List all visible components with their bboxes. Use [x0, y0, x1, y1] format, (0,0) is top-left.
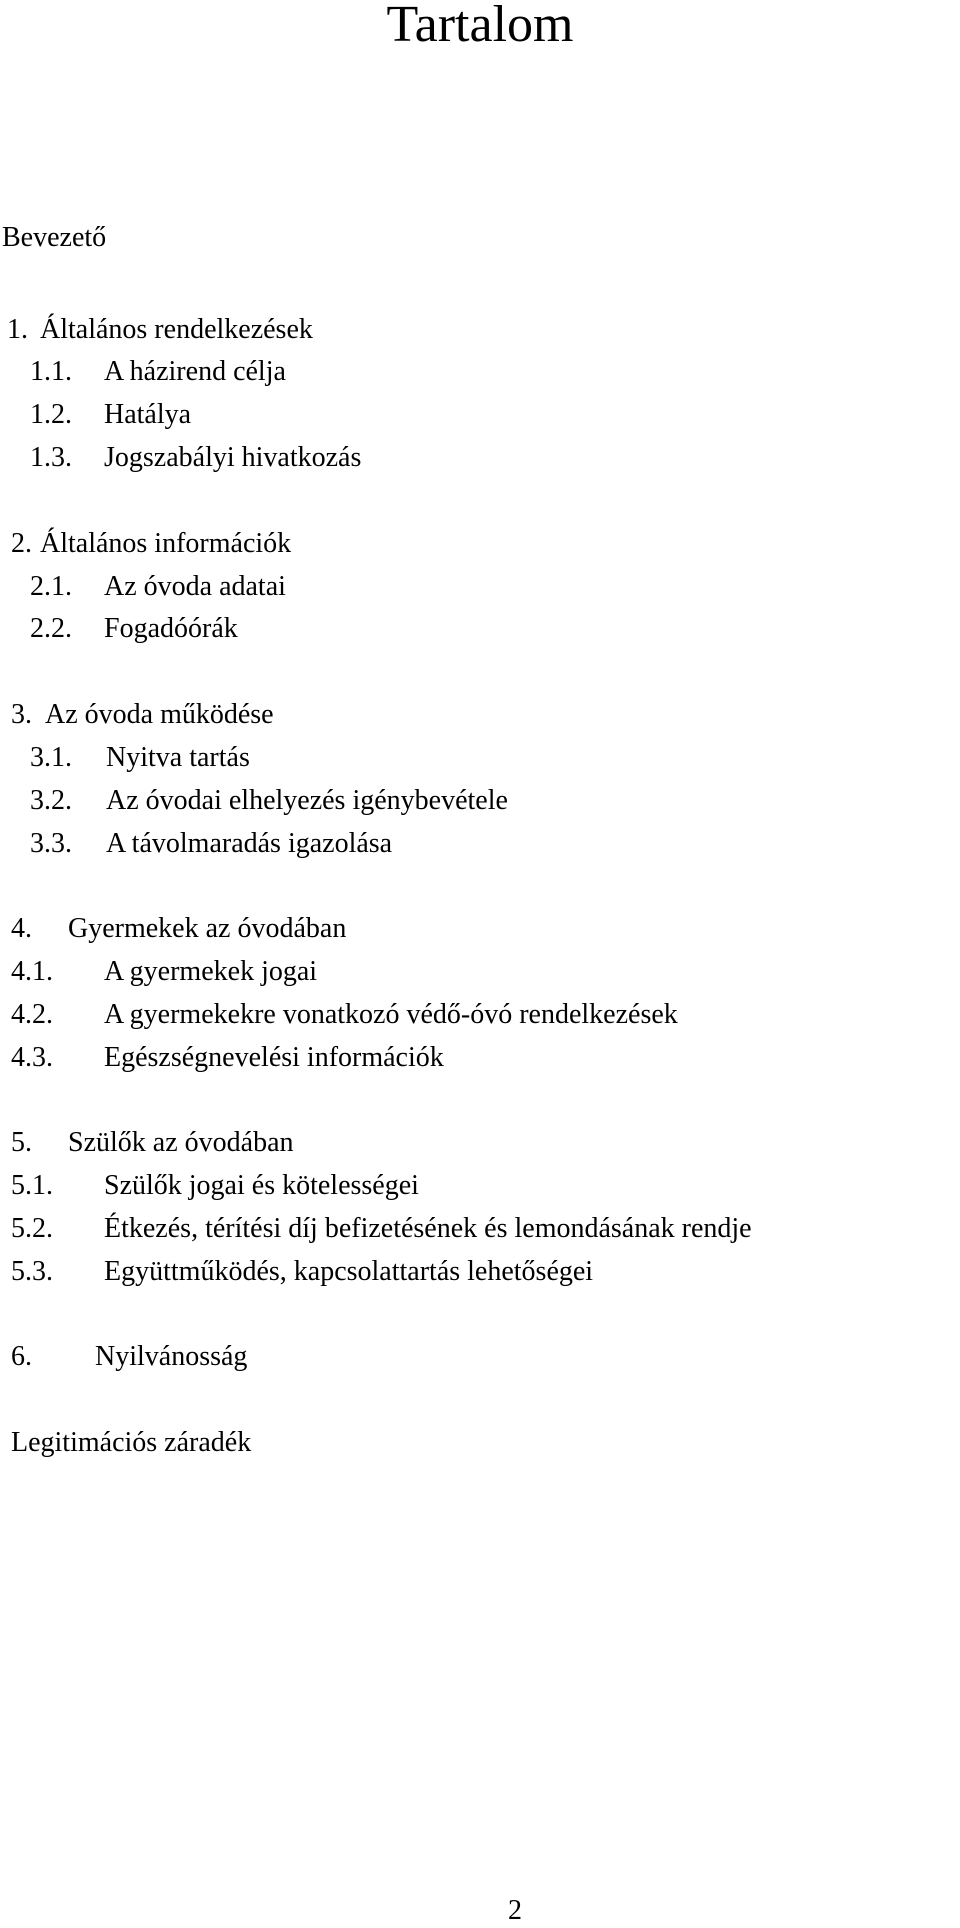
toc-section-number: 5.: [11, 1127, 32, 1158]
toc-subsection-label: A gyermekek jogai: [104, 956, 318, 987]
toc-subsection-number: 5.3.: [11, 1256, 53, 1287]
toc-subsection-number: 3.2.: [30, 785, 72, 816]
toc-subsection-number: 5.1.: [11, 1170, 53, 1201]
toc-entry-closing: [11, 1426, 251, 1460]
toc-subsection-4-3: [11, 1041, 444, 1075]
toc-section-label: Szülők az óvodában: [68, 1127, 294, 1158]
toc-subsection-2-2: [30, 612, 238, 646]
toc-entry-label: Bevezető: [2, 222, 107, 253]
toc-entry-label: Legitimációs záradék: [11, 1427, 252, 1458]
toc-subsection-label: A házirend célja: [104, 356, 286, 387]
toc-subsection-number: 4.1.: [11, 956, 53, 987]
toc-section-1: [7, 313, 313, 347]
toc-section-number: 4.: [11, 913, 32, 944]
toc-subsection-label: Az óvoda adatai: [104, 571, 286, 602]
toc-section-6: [11, 1340, 247, 1374]
toc-subsection-label: Étkezés, térítési díj befizetésének és lemondásának rendje: [104, 1213, 752, 1244]
toc-subsection-number: 5.2.: [11, 1213, 53, 1244]
toc-subsection-label: Szülők jogai és kötelességei: [104, 1170, 419, 1201]
toc-section-number: 2.: [11, 528, 32, 559]
toc-section-number: 3.: [11, 699, 32, 730]
toc-subsection-label: Az óvodai elhelyezés igénybevétele: [106, 785, 508, 816]
toc-subsection-number: 4.2.: [11, 999, 53, 1030]
toc-section-label: Gyermekek az óvodában: [68, 913, 347, 944]
toc-subsection-number: 3.3.: [30, 828, 72, 859]
toc-subsection-label: Jogszabályi hivatkozás: [104, 442, 362, 473]
toc-subsection-1-1: [30, 355, 286, 389]
toc-subsection-number: 2.1.: [30, 571, 72, 602]
toc-subsection-1-3: [30, 441, 361, 475]
toc-subsection-label: Hatálya: [104, 399, 192, 430]
toc-section-4: [11, 912, 346, 946]
toc-subsection-label: A távolmaradás igazolása: [106, 828, 393, 859]
toc-subsection-3-1: [30, 741, 250, 775]
toc-subsection-number: 1.3.: [30, 442, 72, 473]
toc-subsection-label: Egészségnevelési információk: [104, 1042, 444, 1073]
toc-subsection-2-1: [30, 570, 286, 604]
toc-section-3: [11, 698, 274, 732]
toc-section-5: [11, 1126, 294, 1160]
toc-subsection-number: 3.1.: [30, 742, 72, 773]
toc-subsection-number: 4.3.: [11, 1042, 53, 1073]
toc-subsection-1-2: [30, 398, 191, 432]
toc-section-number: 1.: [7, 314, 28, 345]
toc-subsection-label: A gyermekekre vonatkozó védő-óvó rendelkezések: [104, 999, 678, 1030]
toc-section-2: [11, 527, 291, 561]
toc-subsection-5-2: [11, 1212, 752, 1246]
toc-subsection-4-2: [11, 998, 678, 1032]
toc-subsection-label: Fogadóórák: [104, 613, 238, 644]
toc-subsection-4-1: [11, 955, 317, 989]
toc-subsection-number: 2.2.: [30, 613, 72, 644]
toc-subsection-3-3: [30, 827, 392, 861]
toc-section-number: 6.: [11, 1341, 32, 1372]
toc-section-label: Általános rendelkezések: [40, 314, 313, 345]
toc-subsection-label: Nyitva tartás: [106, 742, 250, 773]
toc-section-label: Nyilvánosság: [95, 1341, 248, 1372]
toc-subsection-3-2: [30, 784, 508, 818]
toc-section-label: Az óvoda működése: [45, 699, 274, 730]
page-number: 2: [508, 1895, 522, 1926]
toc-section-label: Általános információk: [40, 528, 292, 559]
toc-entry-intro: [2, 221, 106, 255]
toc-subsection-number: 1.1.: [30, 356, 72, 387]
toc-subsection-5-3: [11, 1255, 593, 1289]
toc-subsection-number: 1.2.: [30, 399, 72, 430]
toc-subsection-label: Együttműködés, kapcsolattartás lehetőségei: [104, 1256, 594, 1287]
page-title: Tartalom: [386, 0, 574, 53]
toc-subsection-5-1: [11, 1169, 419, 1203]
